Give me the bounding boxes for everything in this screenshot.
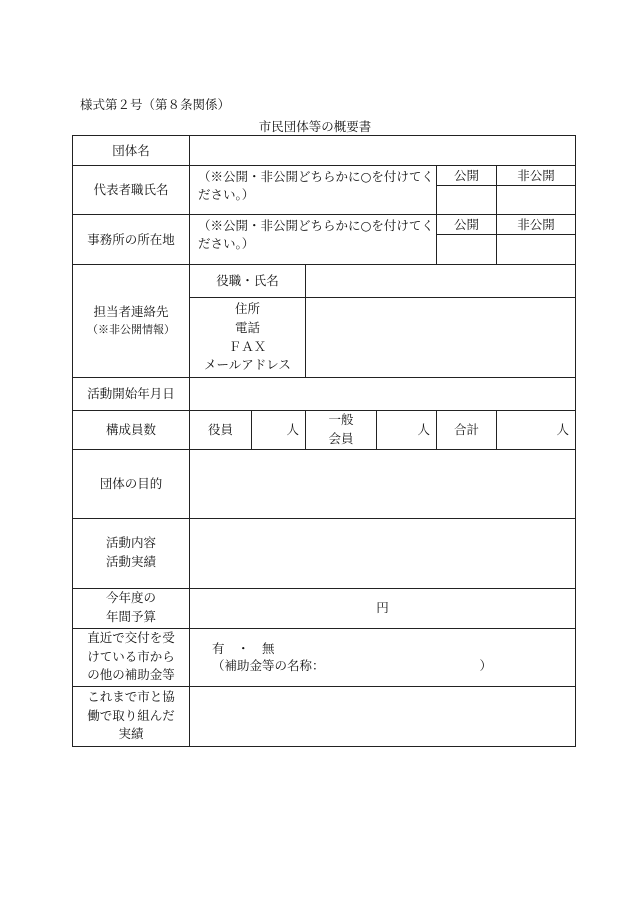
row-budget	[73, 588, 576, 628]
overview-form-table	[72, 135, 576, 747]
contact-label: 担当者連絡先 （※非公開情報）	[73, 265, 190, 378]
members-label: 構成員数	[73, 411, 190, 450]
row-collaboration	[73, 686, 576, 746]
activities-label: 活動内容 活動実績	[73, 518, 190, 588]
purpose-label: 団体の目的	[73, 449, 190, 518]
activities-field[interactable]	[190, 518, 576, 588]
general-members-label: 一般 会員	[306, 411, 377, 450]
officers-label: 役員	[190, 411, 252, 450]
purpose-field[interactable]	[190, 449, 576, 518]
representative-public-mark[interactable]	[437, 186, 497, 215]
office-private-header: 非公開	[497, 215, 576, 235]
office-address-notice: （※公開・非公開どちらかに○を付けてく ださい。）	[190, 215, 437, 265]
row-org-name	[73, 136, 576, 166]
subsidy-name-line: （補助金等の名称： ）	[212, 658, 493, 673]
total-count-field[interactable]: 人	[497, 411, 576, 450]
budget-field[interactable]: 円	[190, 588, 576, 628]
collaboration-label: これまで市と協 働で取り組んだ 実績	[73, 686, 190, 746]
contact-details-field[interactable]	[306, 298, 576, 378]
row-representative	[73, 166, 576, 186]
subsidy-label: 直近で交付を受 けている市から の他の補助金等	[73, 628, 190, 686]
budget-label: 今年度の 年間予算	[73, 588, 190, 628]
office-public-mark[interactable]	[437, 235, 497, 265]
representative-public-header: 公開	[437, 166, 497, 186]
contact-details-labels: 住所 電話 ＦＡＸ メールアドレス	[190, 298, 306, 378]
office-address-label: 事務所の所在地	[73, 215, 190, 265]
representative-private-header: 非公開	[497, 166, 576, 186]
general-members-count-field[interactable]: 人	[377, 411, 437, 450]
representative-private-mark[interactable]	[497, 186, 576, 215]
org-name-field[interactable]	[190, 136, 576, 166]
row-contact	[73, 265, 576, 298]
subsidy-yes-no[interactable]: 有 ・ 無	[212, 640, 275, 656]
org-name-label: 団体名	[73, 136, 190, 166]
collaboration-field[interactable]	[190, 686, 576, 746]
form-number-label: 様式第２号（第８条関係）	[80, 97, 231, 112]
start-date-label: 活動開始年月日	[73, 378, 190, 411]
row-office-address	[73, 215, 576, 235]
office-public-header: 公開	[437, 215, 497, 235]
representative-label: 代表者職氏名	[73, 166, 190, 215]
start-date-field[interactable]	[190, 378, 576, 411]
office-private-mark[interactable]	[497, 235, 576, 265]
form-title: 市民団体等の概要書	[258, 119, 372, 134]
row-subsidy	[73, 628, 576, 686]
row-members	[73, 411, 576, 450]
total-label: 合計	[437, 411, 497, 450]
subsidy-field[interactable]	[190, 628, 576, 686]
officers-count-field[interactable]: 人	[252, 411, 306, 450]
representative-notice: （※公開・非公開どちらかに○を付けてく ださい。）	[190, 166, 437, 215]
row-activities	[73, 518, 576, 588]
row-purpose	[73, 449, 576, 518]
row-start-date	[73, 378, 576, 411]
contact-position-name-label: 役職・氏名	[190, 265, 306, 298]
contact-position-name-field[interactable]	[306, 265, 576, 298]
